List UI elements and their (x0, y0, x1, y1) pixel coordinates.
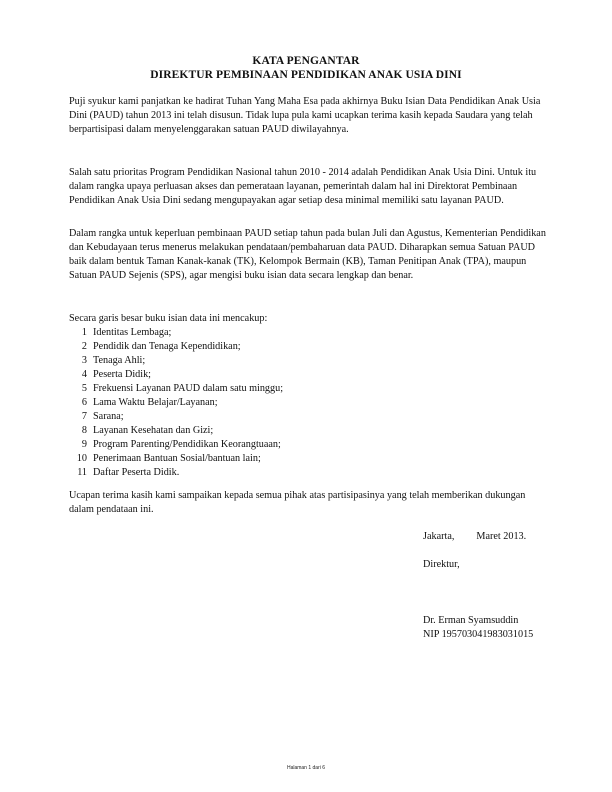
list-item-number: 3 (81, 355, 87, 366)
list-item (69, 354, 469, 368)
list-item-text: Penerimaan Bantuan Sosial/bantuan lain; (93, 453, 261, 464)
list-item (69, 396, 469, 410)
list-item-text: Layanan Kesehatan dan Gizi; (93, 425, 214, 436)
paragraph-priority: Salah satu prioritas Program Pendidikan Nasional tahun 2010 - 2014 adalah Pendidikan Anak Usia Dini. Untuk itu dalam rangka upaya perluasan akses dan pemerataan layanan, pemerintah dalam hal ini Direktorat Pembinaan Pendidikan Anak Usia Dini sedang mengupayakan agar setiap desa minimal memiliki satu layanan PAUD. (69, 167, 537, 206)
list-item-text: Peserta Didik; (93, 369, 152, 380)
list-item-text: Sarana; (93, 411, 124, 422)
list-item-number: 6 (81, 397, 87, 408)
list-item-text: Daftar Peserta Didik. (93, 467, 180, 478)
list-item-number: 11 (77, 467, 87, 478)
signature-date: Maret 2013. (476, 531, 527, 542)
list-item (69, 424, 469, 438)
list-item (69, 340, 469, 354)
list-item-number: 4 (81, 369, 87, 380)
list-item-text: Lama Waktu Belajar/Layanan; (93, 397, 218, 408)
list-intro: Secara garis besar buku isian data ini mencakup: (69, 313, 268, 324)
list-item (69, 466, 469, 480)
list-item-text: Frekuensi Layanan PAUD dalam satu minggu; (93, 383, 284, 394)
list-item-number: 9 (81, 439, 87, 450)
signature-date-line (423, 530, 526, 544)
list-item-number: 7 (81, 411, 87, 422)
list-item (69, 438, 469, 452)
list-item (69, 410, 469, 424)
list-item (69, 452, 469, 466)
paragraph-thanks: Ucapan terima kasih kami sampaikan kepada semua pihak atas partisipasinya yang telah memberikan dukungan dalam pendataan ini. (69, 490, 526, 515)
document-subtitle: DIREKTUR PEMBINAAN PENDIDIKAN ANAK USIA DINI (150, 69, 462, 81)
content-list (69, 326, 469, 480)
paragraph-opening: Puji syukur kami panjatkan ke hadirat Tuhan Yang Maha Esa pada akhirnya Buku Isian Data Pendidikan Anak Usia Dini (PAUD) tahun 2013 ini telah disusun. Tidak lupa pula kami ucapkan terima kasih kepada Saudara yang telah berpartisipasi dalam menyelenggarakan satuan PAUD diwilayahnya. (69, 96, 541, 135)
list-item-number: 1 (81, 327, 87, 338)
list-item-number: 2 (81, 341, 87, 352)
document-title: KATA PENGANTAR (252, 55, 360, 67)
list-item-text: Pendidik dan Tenaga Kependidikan; (93, 341, 241, 352)
signature-place: Jakarta, (423, 531, 455, 542)
list-item-number: 10 (76, 453, 87, 464)
list-item (69, 382, 469, 396)
signature-nip: NIP 195703041983031015 (423, 629, 534, 640)
list-item-number: 8 (81, 425, 87, 436)
list-item (69, 368, 469, 382)
page-number-footer: Halaman 1 dari 6 (286, 765, 326, 771)
list-item-text: Identitas Lembaga; (93, 327, 172, 338)
signature-role: Direktur, (423, 559, 460, 570)
paragraph-data-collection: Dalam rangka untuk keperluan pembinaan PAUD setiap tahun pada bulan Juli dan Agustus, Kementerian Pendidikan dan Kebudayaan terus menerus melakukan pendataan/pembaharuan data PAUD. Diharapkan semua Satuan PAUD baik dalam bentuk Taman Kanak-kanak (TK), Kelompok Bermain (KB), Taman Penitipan Anak (TPA), maupun Satuan PAUD Sejenis (SPS), agar mengisi buku isian data secara lengkap dan benar. (69, 228, 546, 281)
list-item-number: 5 (81, 383, 87, 394)
list-item-text: Tenaga Ahli; (93, 355, 146, 366)
list-item-text: Program Parenting/Pendidikan Keorangtuaan; (93, 439, 281, 450)
signature-name: Dr. Erman Syamsuddin (423, 615, 519, 626)
list-item (69, 326, 469, 340)
